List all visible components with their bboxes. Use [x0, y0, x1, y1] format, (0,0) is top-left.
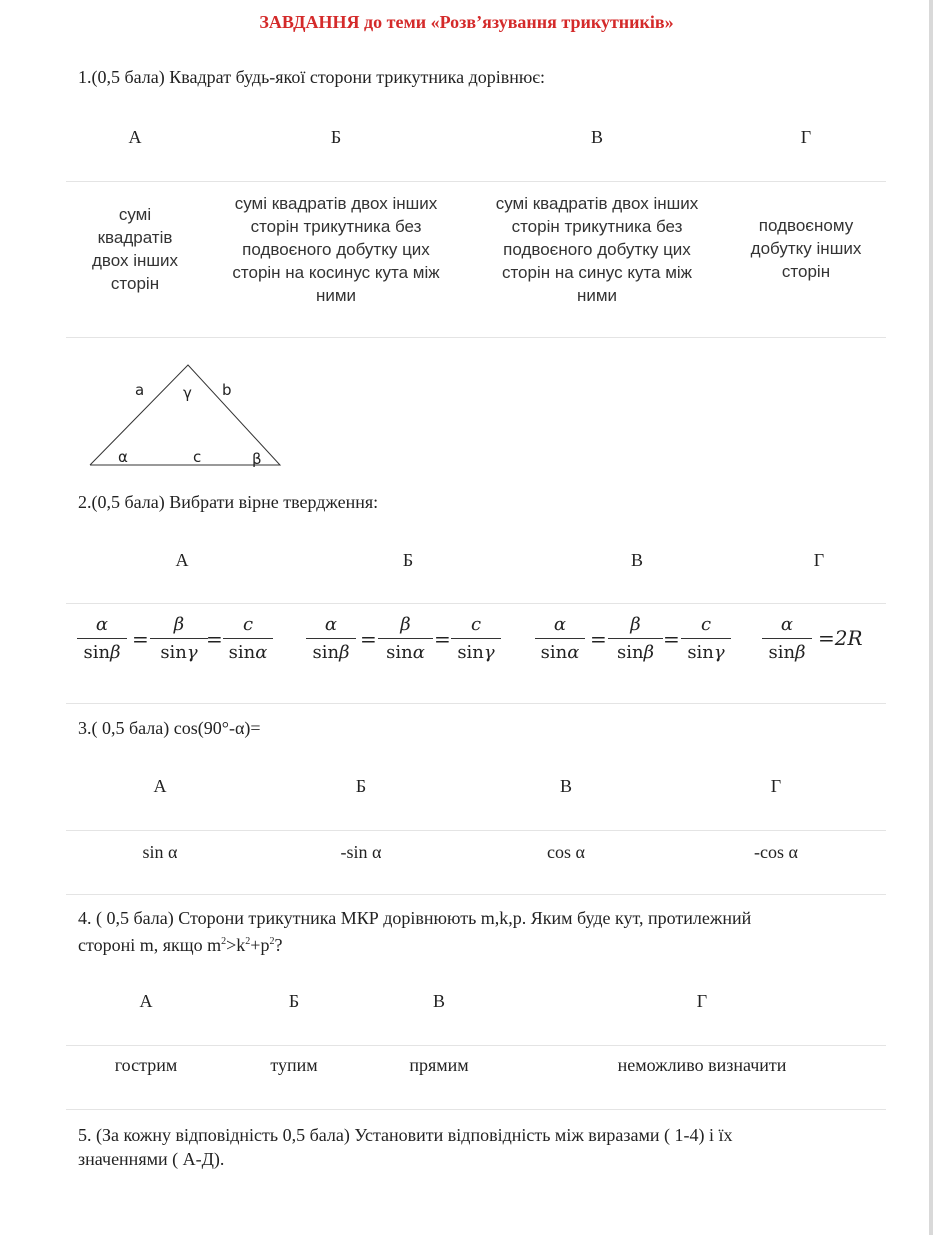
q1-letter-d: Г	[800, 127, 812, 147]
q4-letter-c: В	[432, 991, 445, 1011]
label-side-c: c	[193, 448, 202, 466]
question-1: 1.(0,5 бала) Квадрат будь-якої сторони трикутника дорівнює:	[78, 67, 546, 87]
question-5-line-1: 5. (За кожну відповідність 0,5 бала) Установити відповідність між виразами ( 1-4) і їх	[78, 1125, 733, 1145]
divider	[66, 603, 886, 604]
q3-option-c: cos α	[547, 842, 585, 862]
q3-letter-b: Б	[355, 776, 367, 796]
q4-option-b: тупим	[270, 1055, 318, 1075]
q3-letter-c: В	[559, 776, 572, 796]
q1-letter-a: А	[128, 127, 142, 147]
q1-option-b: сумі квадратів двох інших сторін трикутника без подвоєного добутку цих сторін на косинус кута між ними	[232, 194, 440, 305]
q4-option-c: прямим	[409, 1055, 469, 1075]
q1-option-c: сумі квадратів двох інших сторін трикутника без подвоєного добутку цих сторін на синус кута між ними	[495, 194, 699, 305]
divider	[66, 894, 886, 895]
question-5-line-2: значеннями ( А-Д).	[78, 1149, 225, 1169]
label-angle-beta: β	[252, 450, 262, 468]
q3-option-d: -cos α	[754, 842, 798, 862]
question-4-line-1: 4. ( 0,5 бала) Сторони трикутника МКР дорівнюють m,k,p. Яким буде кут, протилежний	[78, 908, 752, 928]
q4-option-d: неможливо визначити	[617, 1055, 787, 1075]
label-side-b: b	[222, 381, 232, 399]
divider	[66, 830, 886, 831]
q3-option-a: sin α	[142, 842, 178, 862]
q3-letter-d: Г	[770, 776, 782, 796]
question-4-line-2: стороні m, якщо $m^2>k^2+p^2$?	[78, 935, 283, 955]
q4-letter-b: Б	[288, 991, 300, 1011]
q2-option-c: α sinα = β sinβ = c sinγ	[0, 612, 933, 672]
divider	[66, 181, 886, 182]
q2-letter-d: Г	[813, 550, 825, 570]
q1-letter-c: В	[590, 127, 603, 147]
question-3: 3.( 0,5 бала) cos(90°-α)=	[78, 718, 261, 738]
triangle-figure	[80, 360, 300, 475]
question-2: 2.(0,5 бала) Вибрати вірне твердження:	[78, 492, 379, 512]
q1-letter-b: Б	[330, 127, 342, 147]
divider	[66, 1045, 886, 1046]
label-angle-alpha: α	[118, 448, 128, 466]
divider	[66, 1109, 886, 1110]
q2-option-a: α sinβ = β sinγ = c sinα	[0, 612, 933, 672]
label-angle-gamma: γ	[183, 384, 192, 402]
q2-option-b: α sinβ = β sinα = c sinγ	[0, 612, 933, 672]
q3-option-b: -sin α	[340, 842, 382, 862]
q4-option-a: гострим	[114, 1055, 178, 1075]
q2-letter-b: Б	[402, 550, 414, 570]
page-title: ЗАВДАННЯ до теми «Розв’язування трикутників»	[259, 12, 674, 32]
q3-letter-a: А	[153, 776, 167, 796]
q2-option-d: α sinβ =2R	[0, 612, 933, 672]
q4-letter-a: А	[139, 991, 153, 1011]
divider	[66, 337, 886, 338]
q1-option-d: подвоєному добутку інших сторін	[750, 216, 862, 281]
label-side-a: a	[135, 381, 145, 399]
divider	[66, 703, 886, 704]
q2-letter-a: А	[175, 550, 189, 570]
q4-letter-d: Г	[696, 991, 708, 1011]
q1-option-a: сумі квадратів двох інших сторін	[91, 205, 179, 293]
q2-letter-c: В	[630, 550, 643, 570]
